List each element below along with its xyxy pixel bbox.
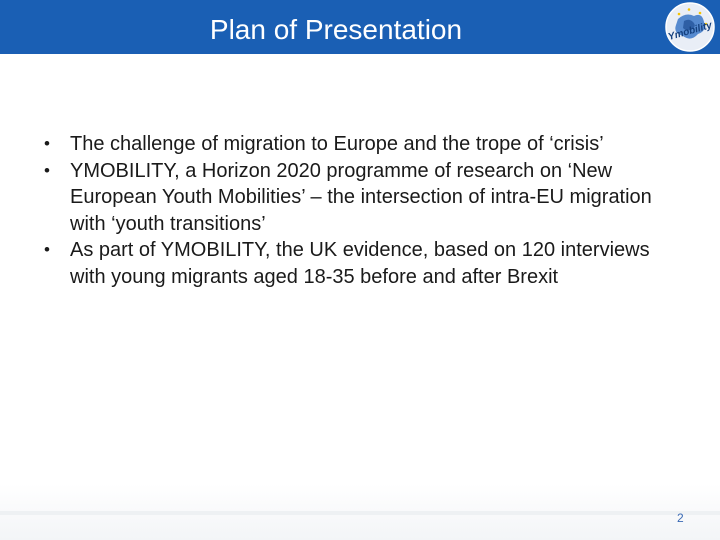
slide-title: Plan of Presentation (209, 14, 463, 45)
bullet-item (44, 158, 684, 238)
bullet-item (44, 131, 684, 158)
bullet-marker: • (44, 160, 50, 180)
bullet-marker: • (44, 134, 50, 153)
bullet-marker: • (44, 240, 50, 259)
ymobility-logo (664, 1, 716, 53)
footer-divider (0, 511, 720, 515)
title-bar (0, 0, 720, 54)
bullet-item (44, 237, 684, 290)
bullet-text: YMOBILITY, a Horizon 2020 programme of research on ‘New European Youth Mobilities’ – the intersection of intra-EU migration with ‘youth transitions’ (70, 159, 652, 235)
page-number: 2 (677, 511, 684, 525)
logo-wordmark: Ymobility (666, 19, 714, 43)
bullet-text: The challenge of migration to Europe and the trope of ‘crisis’ (70, 133, 604, 155)
bullet-text: As part of YMOBILITY, the UK evidence, based on 120 interviews with young migrants aged 18-35 before and after Brexit (70, 239, 650, 288)
bullet-list (44, 131, 684, 290)
